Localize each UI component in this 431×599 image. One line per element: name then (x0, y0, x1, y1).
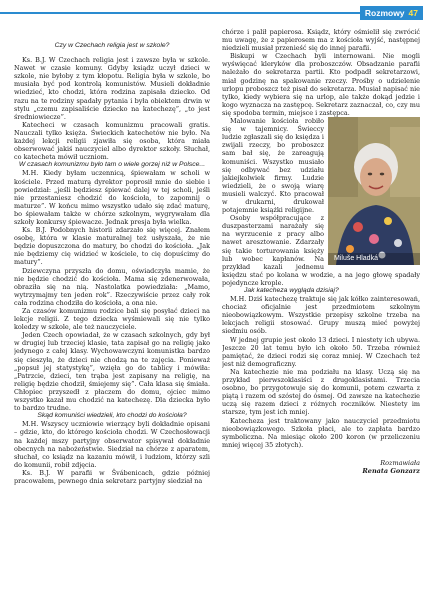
answer-paragraph: W jednej grupie jest około 13 dzieci. I niestety ich ubywa. Jeszcze 20 lat temu było ich około 50. Trzeba również pamiętać, że dzieci rodzi się coraz mniej. W Czechach też jest niż demograficzny. (222, 335, 420, 368)
answer-paragraph: Katecheci w czasach komunizmu pracowali gratis. Nauczali tylko księża. Świeckich katechetów nie było. Na każdej lekcji religii zjawiła się osoba, która miała obserwować jakiś nauczyciel albo dyrektor szkoły. Słuchał, co katecheta mówił uczniom. (14, 120, 210, 162)
answer-paragraph: Malowanie kościoła robiło się w tajemnicy. Świeccy ludzie zgłaszali się do księdza i zwijali rzeczy, bo proboszcz sam bał się, że zareagują komuniści. Wszystko musiało się odbywać bez udziału jakiejkolwiek firmy. Ludzie wiedzieli, że o swoją wiarę musieli walczyć. Kto pracował w drukarni, drukował potajemnie książki religijne. (222, 117, 324, 215)
answer-paragraph: M.H. Wszyscy uczniowie wierzący byli dokładnie opisani – gdzie, kto, do którego kościoła chodzi. W Czechosłowacji na każdej mszy partyjny obserwator spisywał dokładnie obecnych na nabożeństwie. Siedział na chórze z aparatem, słuchał, co ksiądz na kazaniu mówił, i ludziom, którzy szli do komunii, robił zdjęcia. (14, 420, 210, 469)
answer-paragraph: Biskupi w Czechach byli internowani. Nie mogli wyświęcać kleryków dla proboszczów. Obsadzanie parafii należało do sekretarza partii. Kto podpadł sekretarzowi, miał godzinę na spakowanie rzeczy. Prośby o udzielenie urlopu proboszcz też pisał do sekretarza. Musiał napisać nie tylko, kiedy wybiera się na urlop, ale także dokąd jedzie i kogo wyznacza na zastępcę. Sekretarz zaznaczał, co, czy mu się spodoba termin, miejsce i zastępca. (222, 52, 420, 117)
answer-paragraph: Osoby współpracujące z duszpasterzami narażały się na wyrzucenie z pracy albo nawet aresztowanie. Zdarzały się takie torturowania księży lub wobec kapłanów. Na przykład kazali jednemu księdzu stać po kolana w wodzie, a na jego głowę spadały pojedyncze krople. (222, 214, 420, 287)
answer-paragraph: Katecheza jest traktowany jako nauczyciel przedmiotu nieobowiązkowego. Szkoła płaci, ale to zapłata bardzo symboliczna. Na miesiąc około 200 koron (w przeliczeniu mniej więcej 35 złotych). (222, 416, 420, 449)
answer-paragraph: M.H. Kiedy byłam uczennicą, śpiewałam w scholi w kościele. Przed maturą dyrektor poprosił mnie do siebie i powiedział: „jeśli będziesz śpiewać dalej w tej scholi, jeśli nie przestaniesz chodzić do kościoła, to zapomnij o maturze”. W końcu mimo wszystko udało się zdać maturę, bo śpiewałam także w chórze szkolnym, wygrywałam dla szkoły konkursy śpiewacze. Jednak presja była wielka. (14, 169, 210, 226)
answer-paragraph: Za czasów komunizmu rodzice bali się posyłać dzieci na lekcje religii. Z tego dziecka wyśmiewali się nie tylko koledzy w szkole, ale też nauczyciele. (14, 307, 210, 332)
section-name: Rozmowy (364, 8, 405, 18)
photo-caption: Miluše Hladká (328, 253, 420, 265)
header-rule (0, 12, 360, 14)
right-column (222, 28, 420, 595)
portrait-photo (328, 117, 420, 265)
question-how-communists-knew: Skąd komuniści wiedzieli, kto chodzi do kościoła? (37, 412, 187, 420)
page-header (0, 0, 431, 26)
left-column (14, 28, 210, 595)
answer-paragraph: Ks. B.J. W parafii w Švábenicach, gdzie później pracowałem, pewnego dnia sekretarz partyjny siedział na (14, 468, 210, 485)
section-tab (360, 6, 423, 20)
question-katecheza-today: Jak katecheza wygląda dzisiaj? (244, 287, 339, 294)
answer-paragraph: M.H. Dziś katechezę traktuje się jak kółko zainteresowań, chociaż oficjalnie jest przedmiotem szkolnym nieobowiązkowym. Wszystkie przepisy szkolne trzeba na lekcjach religii stosować. Grupy muszą mieć powyżej siedmiu osób. (222, 295, 420, 336)
answer-paragraph: Na katechezie nie ma podziału na klasy. Uczą się na przykład pierwszoklasiści z drugoklasistami. Trzecia osobno, bo przygotowuje się do komunii, potem czwarta z piątą i razem od szóstej do ósmej. Od zawsze na katechezie uczą się razem dzieci z różnych roczników. Niestety im starsze, tym jest ich mniej. (222, 367, 420, 417)
answer-paragraph: Dziewczyna przyszła do domu, oświadczyła mamie, że nie będzie chodzić do kościoła. Mama się zdenerwowała, obraziła się na nią. Nastolatka powiedziała: „Mamo, wytrzymajmy ten jeden rok”. Rzeczywiście przez cały rok cała rodzina chodziła do kościoła, a ona nie. (14, 266, 210, 307)
portrait-illustration (328, 117, 420, 265)
answer-paragraph: Jeden Czech opowiadał, że w czasach szkolnych, gdy był w drugiej lub trzeciej klasie, tata zapisał go na religię jako jedynego z całej klasy. Wychowawczyni komunistka bardzo się cieszyła, że dzieci nie chodzą na te zajęcia. Ponieważ „popsuł jej statystykę”, wzięła go do tablicy i mówiła: „Patrzcie, dzieci, ten trąba jest zapisany na religię, na religię będzie chodził, śmiejemy się”. Cała klasa się śmiała. Chłopiec przyszedł z płaczem do domu, ojciec mimo wszystko kazał mu chodzić na katechezę. Dla dziecka było to bardzo trudne. (14, 331, 210, 413)
answer-paragraph: chórze i palił papierosa. Ksiądz, który ośmielił się zwrócić mu uwagę, że z papierosem ma z kościoła wyjść, następnej niedzieli musiał przenieść się do innej parafii. (222, 28, 420, 53)
answer-paragraph: Ks. B.J. W Czechach religia jest i zawsze była w szkole. Nawet w czasie komuny. Gdyby ksiądz uczył dzieci w szkole, nie byłoby z tym kłopotu. Religia była w szkole, bo musiała być pod kontrolą komunistów. Musieli dokładnie wiedzieć, kto chodzi, która rodzina zapisała dziecko. Od razu na te rodziny spadały pytania i była obiektem drwin w stylu „czemu zapisaliście dziecko na katechezę”, „to jest średniowiecze”. (14, 56, 210, 121)
question-religion-in-school: Czy w Czechach religia jest w szkole? (54, 42, 170, 49)
question-communism: W czasach komunizmu było tam o wiele gorzej niż w Polsce... (18, 161, 206, 169)
answer-paragraph: Ks. B.J. Podobnych historii zdarzało się więcej. Znałem osobę, która w klasie maturalnej też usłyszała, że nie będzie dopuszczona do matury, bo chodzi do kościoła. „Jak nie będziemy cię widzieć w kościele, to cię dopuścimy do matury”. (14, 226, 210, 267)
page-number: 47 (408, 8, 418, 18)
author-signature (222, 459, 420, 476)
signature-label: Rozmawiała (380, 458, 420, 467)
portrait-image (328, 117, 420, 265)
signature-author: Renata Gonzarz (362, 467, 420, 476)
